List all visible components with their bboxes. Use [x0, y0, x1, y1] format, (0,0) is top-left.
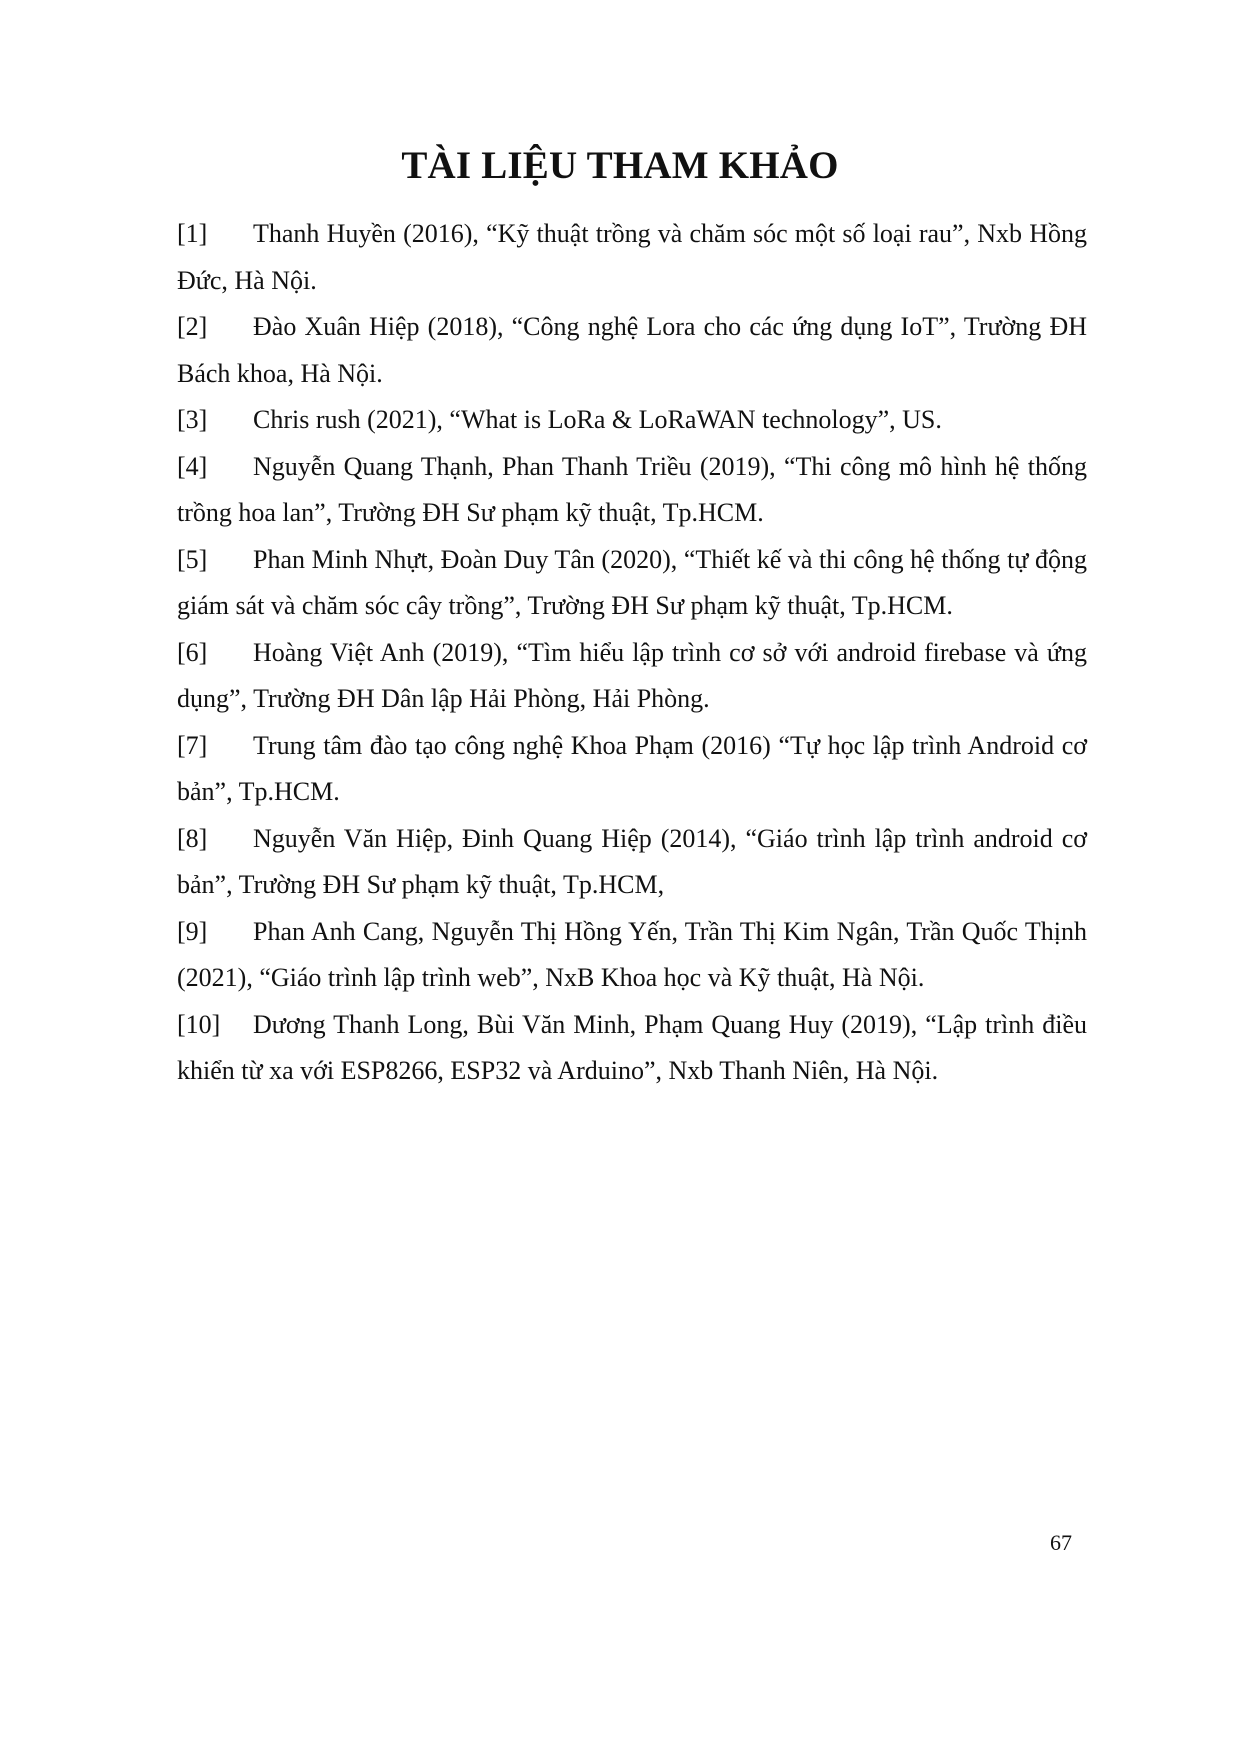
page-number: 67 [1050, 1530, 1072, 1555]
reference-text: Đào Xuân Hiệp (2018), “Công nghệ Lora cho các ứng dụng IoT”, Trường ĐH Bách khoa, Hà Nội. [177, 312, 1087, 388]
reference-text: Trung tâm đào tạo công nghệ Khoa Phạm (2016) “Tự học lập trình Android cơ bản”, Tp.HCM. [177, 730, 1087, 806]
reference-item [177, 1002, 1087, 1095]
reference-number: [7] [177, 730, 208, 760]
reference-number: [3] [177, 405, 208, 434]
page-title: TÀI LIỆU THAM KHẢO [401, 144, 839, 187]
reference-item [177, 630, 1087, 723]
reference-item [177, 909, 1087, 1002]
reference-number: [8] [177, 823, 208, 853]
reference-text: Nguyễn Văn Hiệp, Đinh Quang Hiệp (2014), “Giáo trình lập trình android cơ bản”, Trường ĐH Sư phạm kỹ thuật, Tp.HCM, [177, 823, 1087, 899]
reference-item [177, 444, 1087, 537]
reference-item [177, 211, 1087, 304]
reference-text: Phan Anh Cang, Nguyễn Thị Hồng Yến, Trần Thị Kim Ngân, Trần Quốc Thịnh (2021), “Giáo trình lập trình web”, NxB Khoa học và Kỹ thuật, Hà Nội. [177, 916, 1087, 992]
reference-text: Nguyễn Quang Thạnh, Phan Thanh Triều (2019), “Thi công mô hình hệ thống trồng hoa lan”, Trường ĐH Sư phạm kỹ thuật, Tp.HCM. [177, 451, 1087, 527]
reference-text: Dương Thanh Long, Bùi Văn Minh, Phạm Quang Huy (2019), “Lập trình điều khiển từ xa với ESP8266, ESP32 và Arduino”, Nxb Thanh Niên, Hà Nội. [177, 1009, 1087, 1085]
reference-number: [4] [177, 451, 208, 481]
reference-number: [9] [177, 916, 208, 946]
reference-text: Phan Minh Nhựt, Đoàn Duy Tân (2020), “Thiết kế và thi công hệ thống tự động giám sát và chăm sóc cây trồng”, Trường ĐH Sư phạm kỹ thuật, Tp.HCM. [177, 544, 1087, 620]
reference-item [177, 723, 1087, 816]
reference-number: [5] [177, 544, 208, 574]
reference-list [177, 211, 1087, 1095]
reference-text: Thanh Huyền (2016), “Kỹ thuật trồng và chăm sóc một số loại rau”, Nxb Hồng Đức, Hà Nội. [177, 219, 1087, 295]
reference-number: [6] [177, 637, 208, 667]
reference-item [177, 304, 1087, 397]
reference-item [177, 537, 1087, 630]
reference-number: [1] [177, 219, 208, 248]
reference-text: Chris rush (2021), “What is LoRa & LoRaWAN technology”, US. [253, 405, 942, 434]
reference-number: [10] [177, 1009, 221, 1039]
reference-item [177, 816, 1087, 909]
reference-item [177, 397, 1087, 444]
reference-text: Hoàng Việt Anh (2019), “Tìm hiểu lập trình cơ sở với android firebase và ứng dụng”, Trường ĐH Dân lập Hải Phòng, Hải Phòng. [177, 637, 1087, 713]
reference-number: [2] [177, 312, 208, 341]
